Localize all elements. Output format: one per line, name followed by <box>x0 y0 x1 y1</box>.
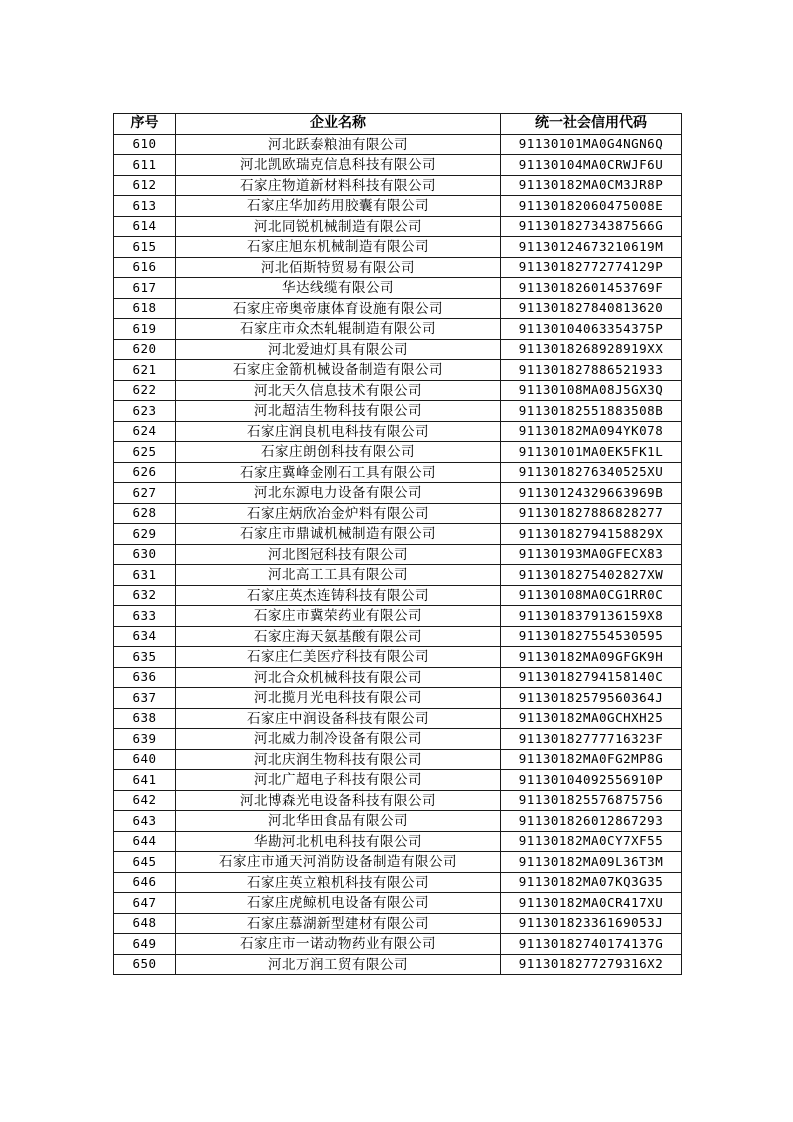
serial-number: 638 <box>114 708 176 729</box>
serial-number: 639 <box>114 729 176 750</box>
company-name: 石家庄旭东机械制造有限公司 <box>176 237 501 258</box>
credit-code: 91130182MA07KQ3G35 <box>501 872 682 893</box>
credit-code: 9113018268928919XX <box>501 339 682 360</box>
company-name: 河北威力制冷设备有限公司 <box>176 729 501 750</box>
serial-number: 621 <box>114 360 176 381</box>
table-row <box>114 237 682 258</box>
company-name: 石家庄英杰连铸科技有限公司 <box>176 585 501 606</box>
company-name: 石家庄润良机电科技有限公司 <box>176 421 501 442</box>
company-name: 石家庄海天氨基酸有限公司 <box>176 626 501 647</box>
serial-number: 647 <box>114 893 176 914</box>
serial-number: 642 <box>114 790 176 811</box>
table-row <box>114 134 682 155</box>
serial-number: 636 <box>114 667 176 688</box>
table-body <box>114 134 682 975</box>
credit-code: 91130104063354375P <box>501 319 682 340</box>
company-name: 河北凯欧瑞克信息科技有限公司 <box>176 155 501 176</box>
credit-code: 91130182740174137G <box>501 934 682 955</box>
serial-number: 637 <box>114 688 176 709</box>
table-header <box>114 114 682 135</box>
company-table <box>113 113 682 975</box>
serial-number: 611 <box>114 155 176 176</box>
table-row <box>114 544 682 565</box>
credit-code: 91130182579560364J <box>501 688 682 709</box>
serial-number: 646 <box>114 872 176 893</box>
credit-code: 91130124329663969B <box>501 483 682 504</box>
credit-code: 9113018379136159X8 <box>501 606 682 627</box>
credit-code: 91130182601453769F <box>501 278 682 299</box>
credit-code: 91130182794158829X <box>501 524 682 545</box>
serial-number: 624 <box>114 421 176 442</box>
credit-code: 911301826012867293 <box>501 811 682 832</box>
company-name: 石家庄华加药用胶囊有限公司 <box>176 196 501 217</box>
company-name: 河北跃泰粮油有限公司 <box>176 134 501 155</box>
table-row <box>114 503 682 524</box>
table-row <box>114 954 682 975</box>
header-company-name: 企业名称 <box>176 114 501 135</box>
company-name: 华勘河北机电科技有限公司 <box>176 831 501 852</box>
credit-code: 91130182MA0CY7XF55 <box>501 831 682 852</box>
company-name: 河北博森光电设备科技有限公司 <box>176 790 501 811</box>
table-row <box>114 831 682 852</box>
credit-code: 91130182MA094YK078 <box>501 421 682 442</box>
credit-code: 91130182MA0GCHXH25 <box>501 708 682 729</box>
company-name: 石家庄金箭机械设备制造有限公司 <box>176 360 501 381</box>
table-row <box>114 585 682 606</box>
credit-code: 911301827554530595 <box>501 626 682 647</box>
credit-code: 91130108MA08J5GX3Q <box>501 380 682 401</box>
serial-number: 627 <box>114 483 176 504</box>
serial-number: 617 <box>114 278 176 299</box>
serial-number: 613 <box>114 196 176 217</box>
table-row <box>114 729 682 750</box>
serial-number: 612 <box>114 175 176 196</box>
table-row <box>114 216 682 237</box>
credit-code: 91130182MA09L36T3M <box>501 852 682 873</box>
company-name: 河北超洁生物科技有限公司 <box>176 401 501 422</box>
company-name: 石家庄慕湖新型建材有限公司 <box>176 913 501 934</box>
serial-number: 644 <box>114 831 176 852</box>
company-name: 河北佰斯特贸易有限公司 <box>176 257 501 278</box>
credit-code: 91130182794158140C <box>501 667 682 688</box>
company-name: 河北揽月光电科技有限公司 <box>176 688 501 709</box>
serial-number: 625 <box>114 442 176 463</box>
serial-number: 615 <box>114 237 176 258</box>
company-name: 石家庄市一诺动物药业有限公司 <box>176 934 501 955</box>
serial-number: 628 <box>114 503 176 524</box>
table-row <box>114 462 682 483</box>
serial-number: 618 <box>114 298 176 319</box>
credit-code: 91130182MA0CM3JR8P <box>501 175 682 196</box>
company-name: 河北图冠科技有限公司 <box>176 544 501 565</box>
company-name: 河北天久信息技术有限公司 <box>176 380 501 401</box>
serial-number: 630 <box>114 544 176 565</box>
company-name: 华达线缆有限公司 <box>176 278 501 299</box>
table-row <box>114 319 682 340</box>
table-row <box>114 749 682 770</box>
table-row <box>114 257 682 278</box>
table-row <box>114 934 682 955</box>
serial-number: 640 <box>114 749 176 770</box>
company-name: 石家庄中润设备科技有限公司 <box>176 708 501 729</box>
serial-number: 645 <box>114 852 176 873</box>
credit-code: 91130104MA0CRWJF6U <box>501 155 682 176</box>
credit-code: 91130182MA09GFGK9H <box>501 647 682 668</box>
serial-number: 632 <box>114 585 176 606</box>
credit-code: 91130193MA0GFECX83 <box>501 544 682 565</box>
table-row <box>114 688 682 709</box>
credit-code: 91130182336169053J <box>501 913 682 934</box>
credit-code: 91130101MA0EK5FK1L <box>501 442 682 463</box>
serial-number: 622 <box>114 380 176 401</box>
table-row <box>114 278 682 299</box>
credit-code: 91130101MA0G4NGN6Q <box>501 134 682 155</box>
credit-code: 9113018276340525XU <box>501 462 682 483</box>
company-name: 石家庄炳欣冶金炉料有限公司 <box>176 503 501 524</box>
table-row <box>114 811 682 832</box>
company-name: 河北华田食品有限公司 <box>176 811 501 832</box>
credit-code: 91130104092556910P <box>501 770 682 791</box>
table-row <box>114 770 682 791</box>
table-row <box>114 298 682 319</box>
table-row <box>114 790 682 811</box>
credit-code: 911301827886828277 <box>501 503 682 524</box>
header-row <box>114 114 682 135</box>
company-name: 河北爱迪灯具有限公司 <box>176 339 501 360</box>
credit-code: 911301825576875756 <box>501 790 682 811</box>
serial-number: 649 <box>114 934 176 955</box>
credit-code: 91130182MA0FG2MP8G <box>501 749 682 770</box>
serial-number: 620 <box>114 339 176 360</box>
company-name: 石家庄物道新材料科技有限公司 <box>176 175 501 196</box>
table-row <box>114 442 682 463</box>
company-name: 河北高工工具有限公司 <box>176 565 501 586</box>
serial-number: 631 <box>114 565 176 586</box>
table-row <box>114 524 682 545</box>
serial-number: 635 <box>114 647 176 668</box>
credit-code: 91130182MA0CR417XU <box>501 893 682 914</box>
table-row <box>114 196 682 217</box>
credit-code: 91130124673210619M <box>501 237 682 258</box>
table-row <box>114 565 682 586</box>
table-row <box>114 339 682 360</box>
company-name: 石家庄冀峰金刚石工具有限公司 <box>176 462 501 483</box>
table-row <box>114 708 682 729</box>
table-row <box>114 852 682 873</box>
credit-code: 91130182551883508B <box>501 401 682 422</box>
table-row <box>114 913 682 934</box>
company-name: 河北广超电子科技有限公司 <box>176 770 501 791</box>
serial-number: 648 <box>114 913 176 934</box>
serial-number: 614 <box>114 216 176 237</box>
serial-number: 641 <box>114 770 176 791</box>
company-name: 石家庄英立粮机科技有限公司 <box>176 872 501 893</box>
company-name: 河北东源电力设备有限公司 <box>176 483 501 504</box>
company-name: 石家庄帝奥帝康体育设施有限公司 <box>176 298 501 319</box>
credit-code: 911301827840813620 <box>501 298 682 319</box>
credit-code: 91130182772774129P <box>501 257 682 278</box>
company-name: 河北合众机械科技有限公司 <box>176 667 501 688</box>
credit-code: 9113018275402827XW <box>501 565 682 586</box>
table-row <box>114 155 682 176</box>
table-row <box>114 380 682 401</box>
credit-code: 911301827886521933 <box>501 360 682 381</box>
table-row <box>114 606 682 627</box>
serial-number: 623 <box>114 401 176 422</box>
company-name: 石家庄市通天河消防设备制造有限公司 <box>176 852 501 873</box>
credit-code: 91130182060475008E <box>501 196 682 217</box>
company-name: 石家庄仁美医疗科技有限公司 <box>176 647 501 668</box>
table-row <box>114 360 682 381</box>
credit-code: 9113018277279316X2 <box>501 954 682 975</box>
serial-number: 619 <box>114 319 176 340</box>
company-name: 河北同锐机械制造有限公司 <box>176 216 501 237</box>
table-row <box>114 667 682 688</box>
table-row <box>114 626 682 647</box>
header-serial-number: 序号 <box>114 114 176 135</box>
header-credit-code: 统一社会信用代码 <box>501 114 682 135</box>
table-row <box>114 401 682 422</box>
serial-number: 616 <box>114 257 176 278</box>
serial-number: 610 <box>114 134 176 155</box>
table-row <box>114 421 682 442</box>
serial-number: 626 <box>114 462 176 483</box>
serial-number: 633 <box>114 606 176 627</box>
table-row <box>114 483 682 504</box>
company-name: 石家庄市鼎诚机械制造有限公司 <box>176 524 501 545</box>
company-name: 石家庄虎鲸机电设备有限公司 <box>176 893 501 914</box>
company-name: 石家庄市冀荣药业有限公司 <box>176 606 501 627</box>
table-row <box>114 893 682 914</box>
credit-code: 91130108MA0CG1RR0C <box>501 585 682 606</box>
serial-number: 634 <box>114 626 176 647</box>
company-name: 河北庆润生物科技有限公司 <box>176 749 501 770</box>
company-name: 石家庄市众杰轧辊制造有限公司 <box>176 319 501 340</box>
serial-number: 650 <box>114 954 176 975</box>
credit-code: 91130182734387566G <box>501 216 682 237</box>
credit-code: 91130182777716323F <box>501 729 682 750</box>
serial-number: 643 <box>114 811 176 832</box>
table-row <box>114 175 682 196</box>
company-name: 石家庄朗创科技有限公司 <box>176 442 501 463</box>
company-name: 河北万润工贸有限公司 <box>176 954 501 975</box>
table-row <box>114 647 682 668</box>
serial-number: 629 <box>114 524 176 545</box>
table-row <box>114 872 682 893</box>
